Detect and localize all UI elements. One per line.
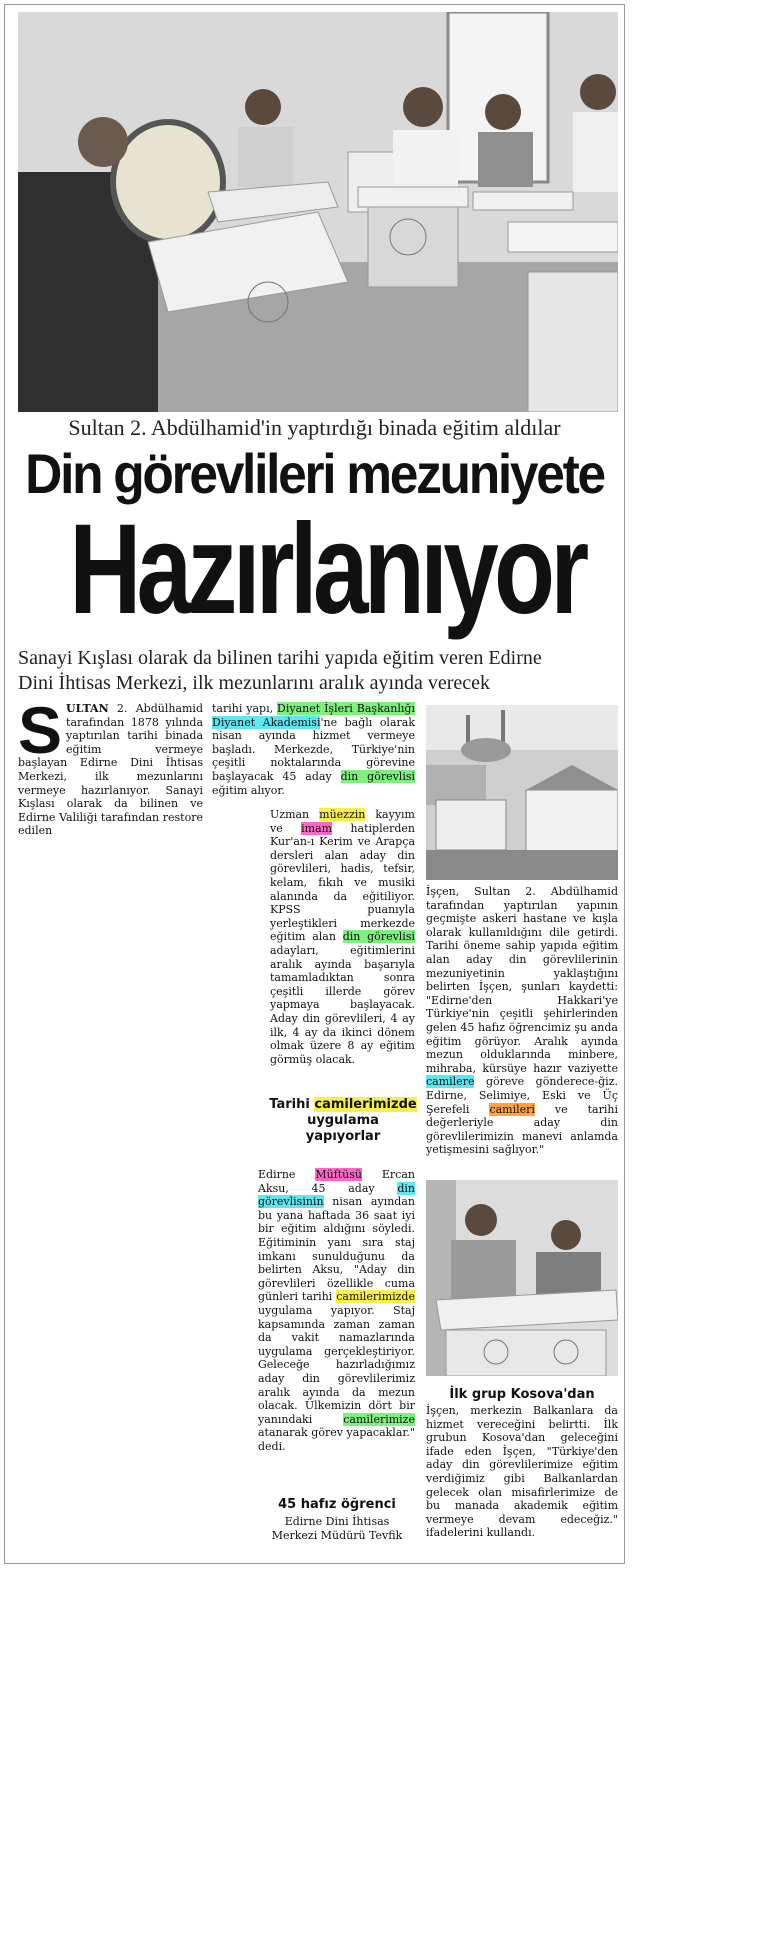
text-run: uygulama yapıyor. Staj kapsamında zaman zaman da vakit namazlarında uygulama gerçekleştiriyor. Geleceğe hazırladığımız aday din görevlilerimiz aralık ayında da mezun olacak. Ülkemizin dört bir yanındaki bbox=[258, 1303, 415, 1426]
body-column-3b bbox=[426, 1404, 618, 1540]
headline-line2: Hazırlanıyor bbox=[69, 498, 585, 641]
highlight-camileri: camileri bbox=[489, 1102, 535, 1116]
highlight-diyanet-isleri: Diyanet İşleri Başkanlığı bbox=[277, 702, 415, 715]
highlight-imam: imam bbox=[301, 821, 333, 835]
text-run: Ercan Aksu, 45 aday bbox=[258, 1168, 415, 1195]
text-run: eğitim alıyor. bbox=[212, 783, 285, 797]
text-run: Edirne bbox=[258, 1168, 316, 1181]
subheading-45-hafiz: 45 hafız öğrenci bbox=[278, 1497, 396, 1512]
subhead-line1: Sanayi Kışlası olarak da bilinen tarihi yapıda eğitim veren Edirne bbox=[18, 647, 542, 669]
body-column-2c bbox=[258, 1168, 415, 1453]
text-run: göreve gönderece-ğiz. Edirne, Selimiye, Eski ve Üç Şerefeli bbox=[426, 1075, 618, 1116]
highlight-muftusu: Müftüsü bbox=[315, 1168, 362, 1181]
body-column-1 bbox=[18, 693, 203, 838]
text-run: ve tarihi değerleriyle aday din görevlilerimizin manevi anlamda yetişmesini sağlıyor." bbox=[426, 1102, 618, 1157]
highlight-din-gorevlisi: din görevlisi bbox=[340, 769, 415, 783]
highlight-camilere: camilere bbox=[426, 1075, 475, 1089]
kicker: Sultan 2. Abdülhamid'in yaptırdığı binada eğitim aldılar bbox=[68, 415, 561, 440]
city-aerial-photo bbox=[426, 705, 618, 880]
text-run: tarihi yapı, bbox=[212, 702, 278, 715]
body-column-2d bbox=[262, 1515, 412, 1542]
body-column-2b bbox=[270, 808, 415, 1066]
text-run: uygulama yapıyorlar bbox=[305, 1113, 381, 1144]
text-run: atanarak görev yapacaklar." dedi. bbox=[258, 1426, 415, 1453]
highlight-diyanet-akademisi: Diyanet Akademisi bbox=[212, 715, 321, 729]
text-run: İşçen, merkezin Balkanlara da hizmet vereceğini belirtti. İlk grubun Kosova'dan geleceğini ifade eden İşçen, "Türkiye'den aday din görevlilerimize eğitim verdiğimiz gibi Balkanlardan gelecek olan misafirlerimize de bu manada akademik eğitim vermeye devam edeceğiz." ifadelerini kullandı. bbox=[426, 1404, 618, 1540]
dropcap: S bbox=[18, 693, 63, 767]
text-run: İşçen, Sultan 2. Abdülhamid tarafından yaptırılan yapının geçmişte askeri hastane ve kışla olarak kullanıldığını dile getirdi. Tarihi öneme sahip yapıda eğitim alan aday din görevlilerinin mezuniyetinin yaklaştığını belirten İşçen, şunları kaydetti: "Edirne'den Hakkari'ye Türkiye'nin çeşitli şehirlerinden gelen 45 hafız öğrencimiz şu anda eğitim görüyor. Aralık ayında mezun olduklarında minbere, mihraba, kürsüye hazır vaziyette bbox=[426, 885, 618, 1075]
lead-word: ULTAN bbox=[66, 702, 109, 715]
body-column-3a bbox=[426, 885, 618, 1157]
classroom-photo bbox=[18, 12, 618, 412]
highlight-camilerimizde-2: camilerimizde bbox=[336, 1290, 415, 1304]
body-column-2 bbox=[212, 702, 415, 797]
highlight-muezzin: müezzin bbox=[319, 808, 366, 821]
text-run: 'ne bağlı olarak nisan ayında hizmet vermeye başladı. Merkezde, Türkiye'nin çeşitli noktalarında görevine başlayacak 45 aday bbox=[212, 715, 415, 783]
highlight-camilerimize: camilerimize bbox=[343, 1412, 415, 1426]
subheadline bbox=[18, 646, 618, 696]
text-run: Uzman bbox=[270, 808, 320, 821]
subheading-tarihi-camilerimizde bbox=[268, 1097, 418, 1145]
students-photo bbox=[426, 1180, 618, 1376]
highlight-camilerimizde: camilerimizde bbox=[314, 1097, 417, 1112]
text-run: nisan ayından bu yana haftada 36 saat iyi bir eğitim aldığını söyledi. Eğitiminin yanı sıra staj imkanı sunulduğunu da belirten Aksu, "Aday din görevlileri özellikle cuma günleri tarihi bbox=[258, 1195, 415, 1304]
text-run: hatiplerden Kur'an-ı Kerim ve Arapça dersleri alan aday din görevlileri, hadis, tefsir, kelam, fıkıh ve musiki alanında da eğitiliyor. KPSS puanıyla yerleştikleri merkezde eğitim alan bbox=[270, 821, 415, 944]
subheading-ilk-grup: İlk grup Kosova'dan bbox=[449, 1387, 595, 1402]
col1-text: 2. Abdülhamid tarafından 1878 yılında yaptırılan tarihi binada eğitim vermeye başlayan Edirne Dini İhtisas Merkezi, ilk mezunlarını vermeye hazırlanıyor. Sanayi Kışlası olarak da bilinen ve Edirne Valiliği tarafından restore edilen bbox=[18, 702, 203, 838]
highlight-din-gorevlisinin: din görevlisinin bbox=[258, 1181, 415, 1209]
text-run: Edirne Dini İhtisas Merkezi Müdürü Tevfik bbox=[271, 1515, 403, 1542]
headline-line1: Din görevlileri mezuniyete bbox=[25, 442, 604, 505]
text-run: kayyım ve bbox=[270, 808, 415, 835]
text-run: Tarihi bbox=[269, 1097, 315, 1112]
highlight-din-gorevlisi-2: din görevlisi bbox=[342, 930, 415, 944]
subhead-line2: Dini İhtisas Merkezi, ilk mezunlarını aralık ayında verecek bbox=[18, 672, 491, 694]
text-run: adayları, eğitimlerini aralık ayında başarıyla tamamladıktan sonra çeşitli illerde görev yapmaya başlayacak. Aday din görevlileri, 4 ay ilk, 4 ay da ikinci dönem olmak üzere 8 ay eğitim görmüş olacak. bbox=[270, 943, 415, 1066]
